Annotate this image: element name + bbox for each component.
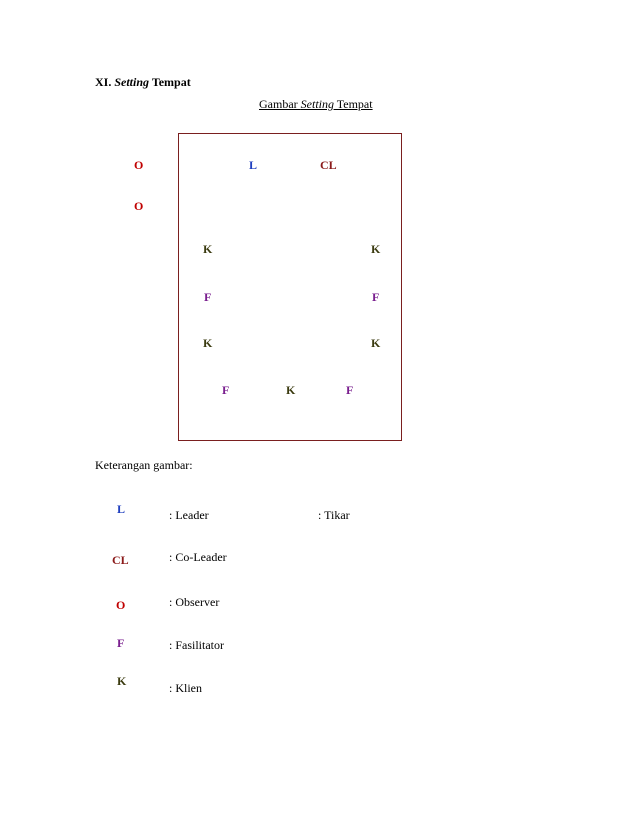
klien-mark-right-1: K: [371, 242, 381, 256]
fasilitator-mark-bottom-right: F: [346, 383, 354, 397]
legend-desc-klien: : Klien: [169, 681, 202, 695]
fasilitator-mark-left: F: [204, 290, 212, 304]
section-heading-rest: Tempat: [149, 75, 191, 89]
fasilitator-mark-right: F: [372, 290, 380, 304]
legend-desc-observer: : Observer: [169, 595, 220, 609]
observer-mark-1: O: [134, 158, 144, 172]
figure-caption: [259, 97, 373, 112]
legend-desc-co-leader: : Co-Leader: [169, 550, 227, 564]
legend-symbol-co-leader: CL: [112, 553, 129, 567]
co-leader-mark: CL: [320, 158, 337, 172]
leader-mark: L: [249, 158, 258, 172]
legend-symbol-leader: L: [117, 502, 126, 516]
section-number: XI.: [95, 75, 112, 89]
legend-symbol-fasilitator: F: [117, 636, 125, 650]
klien-mark-bottom: K: [286, 383, 296, 397]
klien-mark-left-1: K: [203, 242, 213, 256]
klien-mark-left-2: K: [203, 336, 213, 350]
section-heading: [95, 75, 191, 90]
caption-pre: Gambar: [259, 97, 301, 111]
legend-desc-fasilitator: : Fasilitator: [169, 638, 224, 652]
klien-mark-right-2: K: [371, 336, 381, 350]
fasilitator-mark-bottom-left: F: [222, 383, 230, 397]
observer-mark-2: O: [134, 199, 144, 213]
section-heading-italic: Setting: [114, 75, 150, 89]
legend-symbol-observer: O: [116, 598, 126, 612]
caption-post: Tempat: [333, 97, 373, 111]
legend-desc-leader: : Leader: [169, 508, 209, 522]
legend-symbol-klien: K: [117, 674, 127, 688]
legend-desc-tikar: : Tikar: [318, 508, 350, 522]
legend-title: Keterangan gambar:: [95, 458, 193, 472]
caption-italic: Setting: [300, 97, 334, 111]
